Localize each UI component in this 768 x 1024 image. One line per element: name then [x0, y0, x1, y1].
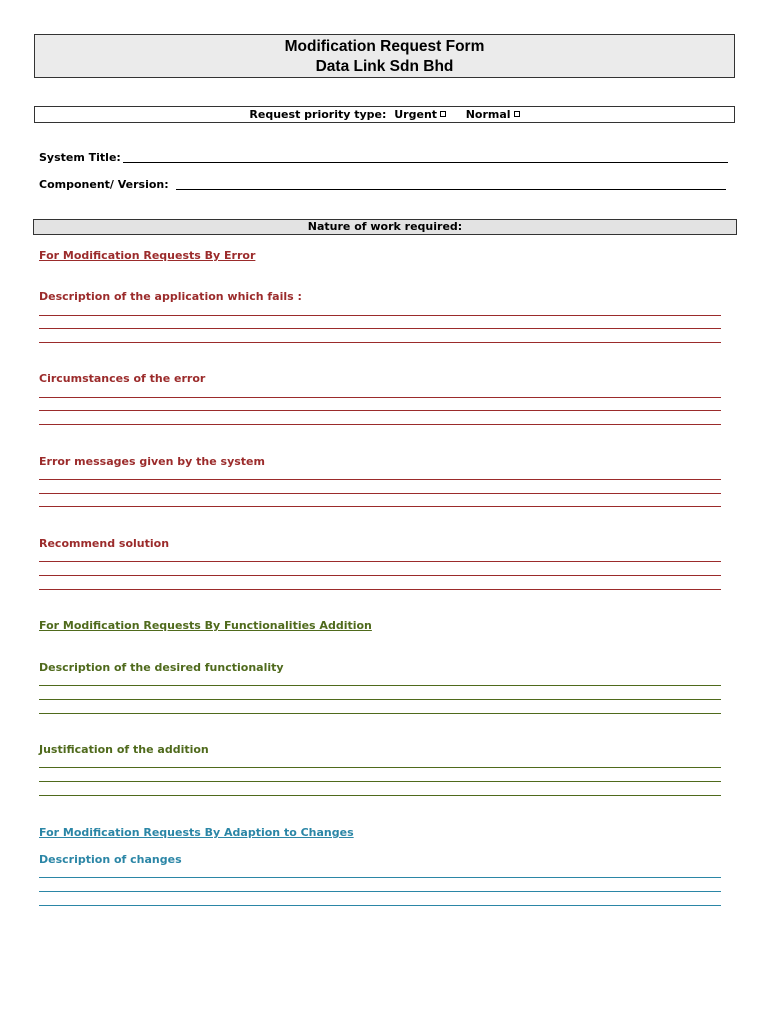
component-version-label: Component/ Version: [39, 178, 169, 191]
error-description-label: Description of the application which fails : [39, 290, 302, 303]
error-description-line[interactable] [39, 342, 721, 343]
priority-option-normal-label: Normal [465, 108, 511, 121]
form-title-box [34, 34, 735, 78]
error-circumstances-line[interactable] [39, 397, 721, 398]
justification-line[interactable] [39, 767, 721, 768]
changes-description-line[interactable] [39, 905, 721, 906]
normal-checkbox[interactable] [514, 111, 520, 117]
recommend-solution-line[interactable] [39, 561, 721, 562]
functionality-description-label: Description of the desired functionality [39, 661, 284, 674]
error-messages-line[interactable] [39, 479, 721, 480]
justification-line[interactable] [39, 795, 721, 796]
company-name: Data Link Sdn Bhd [315, 58, 454, 75]
functionality-description-line[interactable] [39, 713, 721, 714]
changes-description-line[interactable] [39, 877, 721, 878]
form-title: Modification Request Form [284, 38, 485, 55]
system-title-field[interactable] [123, 162, 728, 163]
recommend-solution-line[interactable] [39, 589, 721, 590]
error-description-line[interactable] [39, 315, 721, 316]
error-circumstances-label: Circumstances of the error [39, 372, 206, 385]
changes-description-line[interactable] [39, 891, 721, 892]
recommend-solution-line[interactable] [39, 575, 721, 576]
error-messages-line[interactable] [39, 506, 721, 507]
error-description-line[interactable] [39, 328, 721, 329]
error-messages-label: Error messages given by the system [39, 455, 265, 468]
adaption-section-heading: For Modification Requests By Adaption to Changes [39, 826, 354, 839]
functionality-section-heading: For Modification Requests By Functionalities Addition [39, 619, 372, 632]
justification-label: Justification of the addition [39, 743, 209, 756]
functionality-description-line[interactable] [39, 699, 721, 700]
system-title-label: System Title: [39, 151, 121, 164]
changes-description-label: Description of changes [39, 853, 182, 866]
error-circumstances-line[interactable] [39, 410, 721, 411]
component-version-field[interactable] [176, 189, 726, 190]
functionality-description-line[interactable] [39, 685, 721, 686]
error-messages-line[interactable] [39, 493, 721, 494]
priority-option-urgent-label: Urgent [394, 108, 438, 121]
justification-line[interactable] [39, 781, 721, 782]
recommend-solution-label: Recommend solution [39, 537, 170, 550]
error-circumstances-line[interactable] [39, 424, 721, 425]
nature-of-work-heading: Nature of work required: [33, 219, 737, 235]
priority-row [34, 106, 735, 123]
error-section-heading: For Modification Requests By Error [39, 249, 256, 262]
urgent-checkbox[interactable] [440, 111, 446, 117]
priority-label: Request priority type: [249, 108, 387, 121]
